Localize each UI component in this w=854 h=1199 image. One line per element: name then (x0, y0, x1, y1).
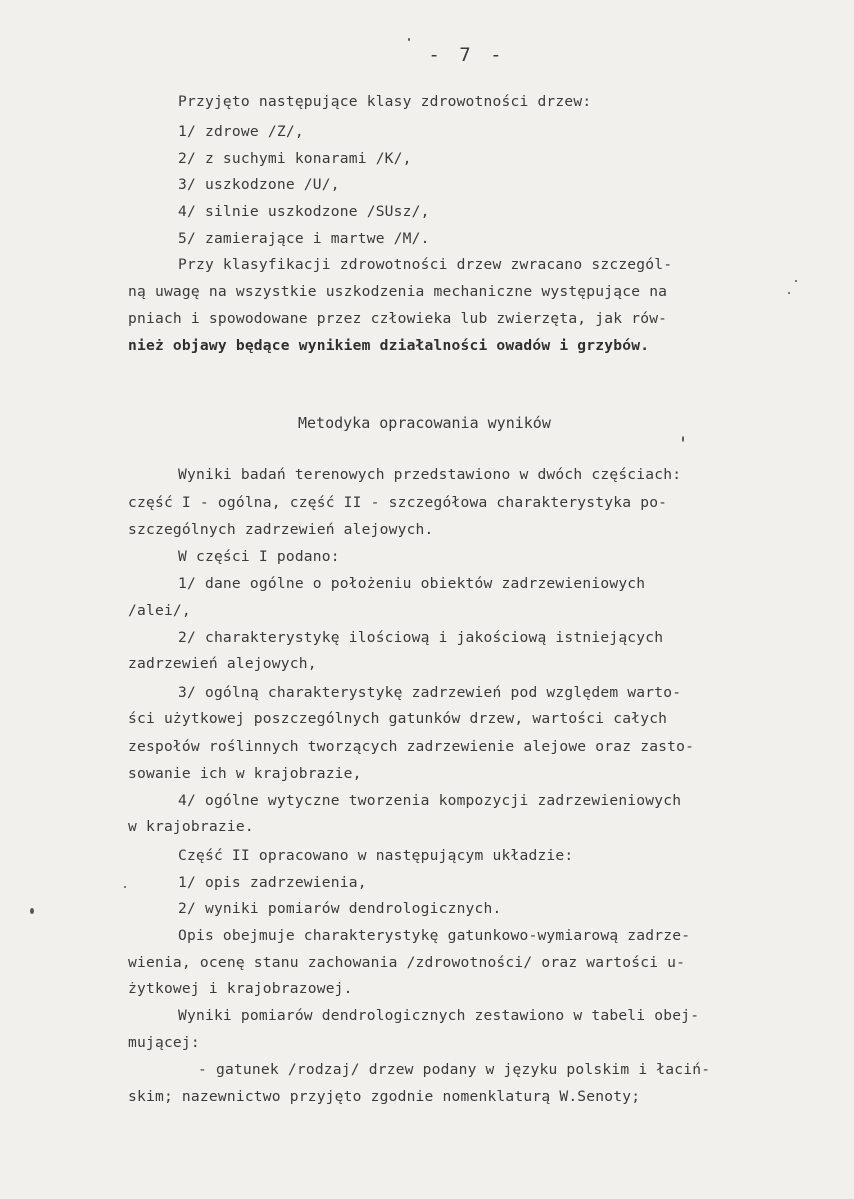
class-item-3: 3/ uszkodzone /U/, (178, 176, 340, 193)
part1-item-2-line-1: 2/ charakterystykę ilościową i jakościową istniejących (178, 629, 664, 646)
description-line-2: wienia, ocenę stanu zachowania /zdrowotności/ oraz wartości u- (128, 954, 686, 971)
description-line-3: żytkowej i krajobrazowej. (128, 980, 353, 997)
part2-item-1: 1/ opis zadrzewienia, (178, 874, 367, 891)
classification-line-3: pniach i spowodowane przez człowieka lub zwierzęta, jak rów- (128, 310, 668, 327)
classification-line-2: ną uwagę na wszystkie uszkodzenia mechaniczne występujące na (128, 283, 668, 300)
scan-speck (408, 38, 410, 41)
part1-item-4-line-2: w krajobrazie. (128, 818, 254, 835)
part1-item-3-line-2: ści użytkowej poszczególnych gatunków drzew, wartości całych (128, 710, 668, 727)
results-line-3: szczególnych zadrzewień alejowych. (128, 521, 434, 538)
part1-item-2-line-2: zadrzewień alejowych, (128, 655, 317, 672)
results-line-1: Wyniki badań terenowych przedstawiono w dwóch częściach: (178, 466, 682, 483)
classes-intro: Przyjęto następujące klasy zdrowotności drzew: (178, 93, 592, 110)
part1-item-1-line-1: 1/ dane ogólne o położeniu obiektów zadrzewieniowych (178, 575, 646, 592)
classification-line-1: Przy klasyfikacji zdrowotności drzew zwracano szczegól- (178, 256, 673, 273)
part1-item-3-line-1: 3/ ogólną charakterystykę zadrzewień pod względem warto- (178, 684, 682, 701)
scan-speck (795, 280, 797, 282)
description-line-1: Opis obejmuje charakterystykę gatunkowo-wymiarową zadrze- (178, 927, 691, 944)
scan-speck (124, 886, 126, 888)
scan-speck (788, 292, 790, 294)
part1-item-4-line-1: 4/ ogólne wytyczne tworzenia kompozycji zadrzewieniowych (178, 792, 682, 809)
classification-line-4: nież objawy będące wynikiem działalności owadów i grzybów. (128, 337, 650, 354)
scan-speck (682, 436, 684, 442)
part2-item-2: 2/ wyniki pomiarów dendrologicznych. (178, 900, 502, 917)
table-item-line-2: skim; nazewnictwo przyjęto zgodnie nomenklaturą W.Senoty; (128, 1088, 641, 1105)
class-item-4: 4/ silnie uszkodzone /SUsz/, (178, 203, 430, 220)
part1-item-1-line-2: /alei/, (128, 602, 191, 619)
scan-speck (30, 908, 34, 914)
part2-intro: Część II opracowano w następującym układzie: (178, 847, 574, 864)
part1-item-3-line-3: zespołów roślinnych tworzących zadrzewienie alejowe oraz zasto- (128, 738, 695, 755)
results-line-2: część I - ogólna, część II - szczegółowa charakterystyka po- (128, 494, 668, 511)
part1-item-3-line-4: sowanie ich w krajobrazie, (128, 765, 362, 782)
section-heading: Metodyka opracowania wyników (298, 414, 551, 432)
measurements-line-2: mującej: (128, 1034, 200, 1051)
class-item-5: 5/ zamierające i martwe /M/. (178, 230, 430, 247)
part1-intro: W części I podano: (178, 548, 340, 565)
table-item-line-1: - gatunek /rodzaj/ drzew podany w języku polskim i łaciń- (198, 1061, 711, 1078)
class-item-1: 1/ zdrowe /Z/, (178, 123, 304, 140)
class-item-2: 2/ z suchymi konarami /K/, (178, 150, 412, 167)
page-number: - 7 - (428, 44, 506, 66)
measurements-line-1: Wyniki pomiarów dendrologicznych zestawiono w tabeli obej- (178, 1007, 700, 1024)
